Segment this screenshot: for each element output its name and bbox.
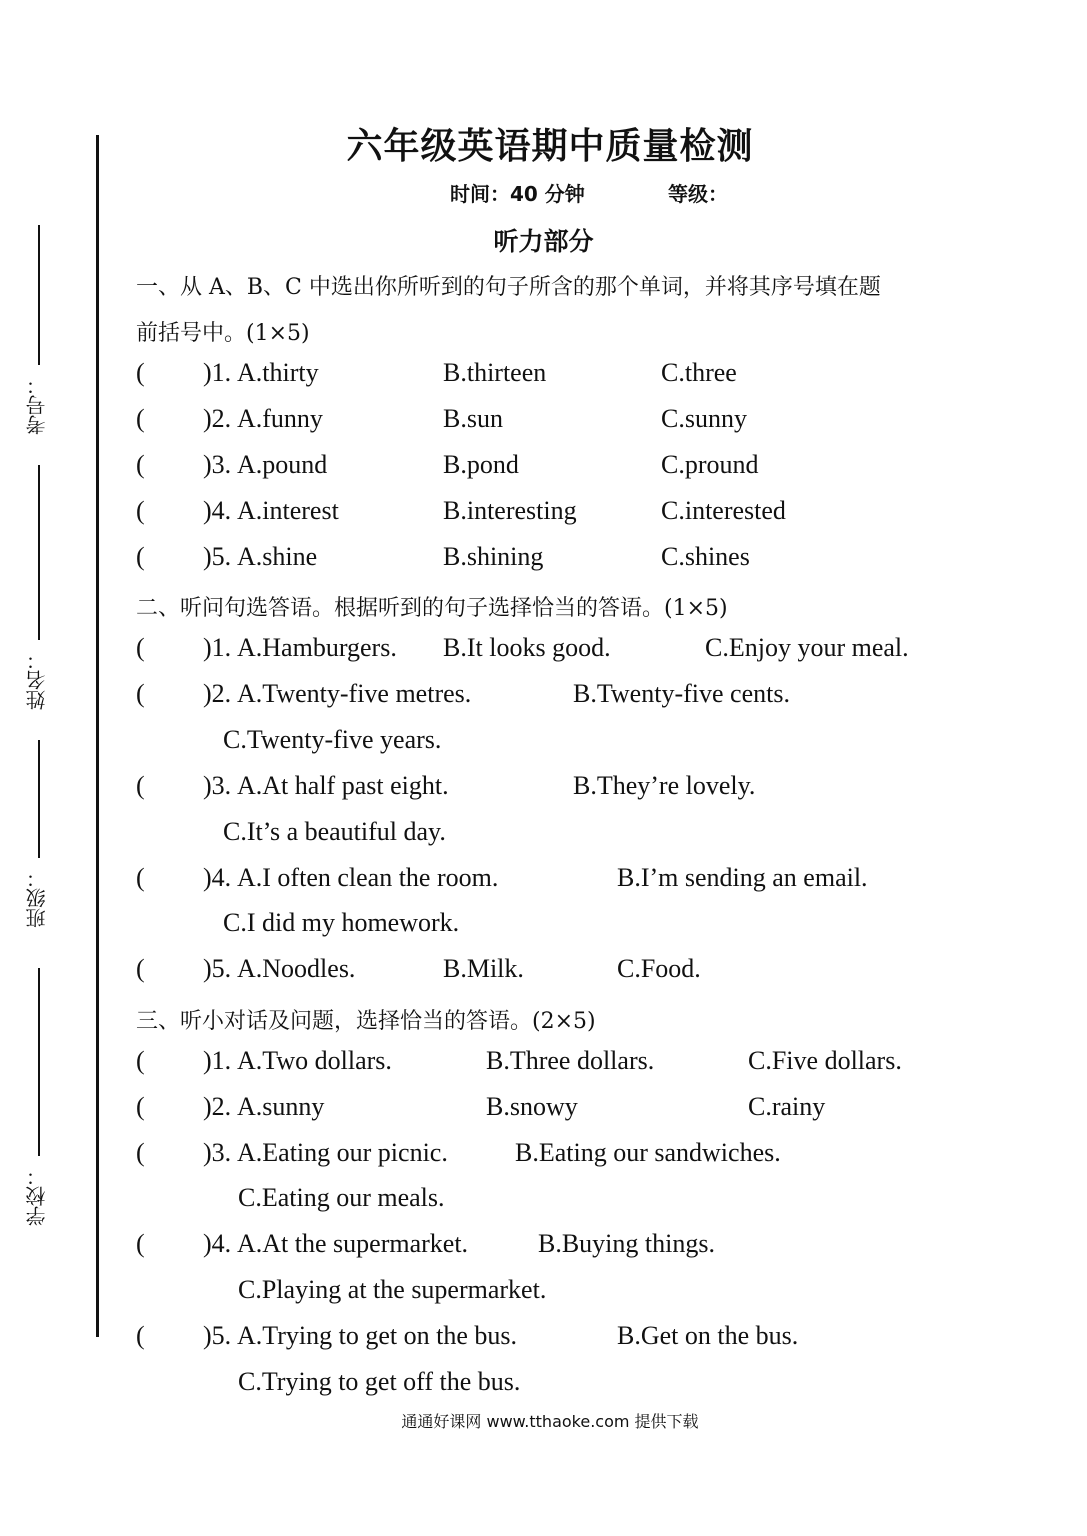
section-1-heading: 一、从 A、B、C 中选出你所听到的句子所含的那个单词，并将其序号填在题	[136, 275, 881, 300]
option-a: A.shine	[237, 542, 318, 571]
question-number: )4.	[203, 1229, 232, 1258]
option-b: B.They’re lovely.	[573, 771, 756, 800]
answer-bracket: (	[136, 863, 145, 892]
option-c: C.Trying to get off the bus.	[238, 1367, 521, 1396]
option-c: C.It’s a beautiful day.	[223, 817, 446, 846]
option-c: C.sunny	[661, 404, 747, 433]
class-label: 班级：	[25, 868, 49, 928]
answer-bracket: (	[136, 954, 145, 983]
section-2-heading: 二、听问句选答语。根据听到的句子选择恰当的答语。(1×5)	[136, 596, 728, 621]
option-c: C.I did my homework.	[223, 908, 460, 937]
option-a: A.pound	[237, 450, 328, 479]
answer-bracket: (	[136, 542, 145, 571]
grade-label: 等级：	[668, 182, 728, 206]
option-a: A.Two dollars.	[237, 1046, 392, 1075]
question-number: )4.	[203, 863, 232, 892]
option-a: A.I often clean the room.	[237, 863, 499, 892]
option-a: A.At the supermarket.	[237, 1229, 469, 1258]
footer-source: 通通好课网 www.tthaoke.com 提供下载	[401, 1412, 699, 1431]
class-blank	[38, 740, 40, 858]
question-number: )1.	[203, 358, 232, 387]
option-b: B.It looks good.	[443, 633, 611, 662]
question-number: )5.	[203, 542, 232, 571]
section-1-heading-cont: 前括号中。(1×5)	[136, 321, 310, 346]
answer-bracket: (	[136, 679, 145, 708]
exam-number-label: 考号：	[25, 375, 49, 435]
name-field	[22, 465, 58, 715]
answer-bracket: (	[136, 404, 145, 433]
option-c: C.Food.	[617, 954, 701, 983]
option-a: A.Twenty-five metres.	[237, 679, 472, 708]
option-c: C.three	[661, 358, 737, 387]
school-field	[22, 968, 58, 1228]
question-number: )3.	[203, 450, 232, 479]
option-c: C.interested	[661, 496, 786, 525]
option-b: B.thirteen	[443, 358, 547, 387]
question-number: )1.	[203, 633, 232, 662]
option-a: A.Eating our picnic.	[237, 1138, 448, 1167]
binding-line	[96, 135, 99, 1337]
name-label: 姓名：	[25, 650, 49, 710]
option-b: B.Buying things.	[538, 1229, 715, 1258]
answer-bracket: (	[136, 450, 145, 479]
option-b: B.Twenty-five cents.	[573, 679, 790, 708]
school-blank	[38, 968, 40, 1156]
question-number: )1.	[203, 1046, 232, 1075]
option-b: B.I’m sending an email.	[617, 863, 868, 892]
question-number: )2.	[203, 1092, 232, 1121]
answer-bracket: (	[136, 633, 145, 662]
answer-bracket: (	[136, 1229, 145, 1258]
answer-bracket: (	[136, 1046, 145, 1075]
option-c: C.Eating our meals.	[238, 1183, 445, 1212]
option-a: A.funny	[237, 404, 323, 433]
option-c: C.Playing at the supermarket.	[238, 1275, 547, 1304]
option-c: C.pround	[661, 450, 759, 479]
answer-bracket: (	[136, 1321, 145, 1350]
option-c: C.shines	[661, 542, 750, 571]
question-number: )5.	[203, 954, 232, 983]
option-b: B.Eating our sandwiches.	[515, 1138, 781, 1167]
option-b: B.shining	[443, 542, 544, 571]
answer-bracket: (	[136, 1092, 145, 1121]
answer-bracket: (	[136, 358, 145, 387]
option-b: B.Three dollars.	[486, 1046, 655, 1075]
question-number: )5.	[203, 1321, 232, 1350]
option-c: C.rainy	[748, 1092, 826, 1121]
option-a: A.interest	[237, 496, 339, 525]
option-a: A.sunny	[237, 1092, 325, 1121]
class-field	[22, 740, 58, 930]
page-title: 六年级英语期中质量检测	[346, 126, 754, 167]
option-b: B.sun	[443, 404, 503, 433]
question-number: )2.	[203, 404, 232, 433]
question-number: )3.	[203, 1138, 232, 1167]
option-a: A.Noodles.	[237, 954, 356, 983]
time-label: 时间：40 分钟	[450, 182, 585, 206]
option-a: A.thirty	[237, 358, 319, 387]
school-label: 学校：	[25, 1166, 49, 1226]
option-b: B.Get on the bus.	[617, 1321, 799, 1350]
answer-bracket: (	[136, 496, 145, 525]
option-c: C.Enjoy your meal.	[705, 633, 909, 662]
question-number: )3.	[203, 771, 232, 800]
section-subtitle: 听力部分	[493, 227, 594, 256]
option-a: A.Hamburgers.	[237, 633, 397, 662]
question-number: )4.	[203, 496, 232, 525]
option-b: B.pond	[443, 450, 519, 479]
answer-bracket: (	[136, 771, 145, 800]
option-c: C.Five dollars.	[748, 1046, 902, 1075]
option-a: A.At half past eight.	[237, 771, 449, 800]
option-c: C.Twenty-five years.	[223, 725, 442, 754]
option-b: B.interesting	[443, 496, 577, 525]
name-blank	[38, 465, 40, 640]
option-b: B.snowy	[486, 1092, 578, 1121]
option-b: B.Milk.	[443, 954, 524, 983]
answer-bracket: (	[136, 1138, 145, 1167]
section-3-heading: 三、听小对话及问题，选择恰当的答语。(2×5)	[136, 1009, 596, 1034]
question-number: )2.	[203, 679, 232, 708]
option-a: A.Trying to get on the bus.	[237, 1321, 517, 1350]
